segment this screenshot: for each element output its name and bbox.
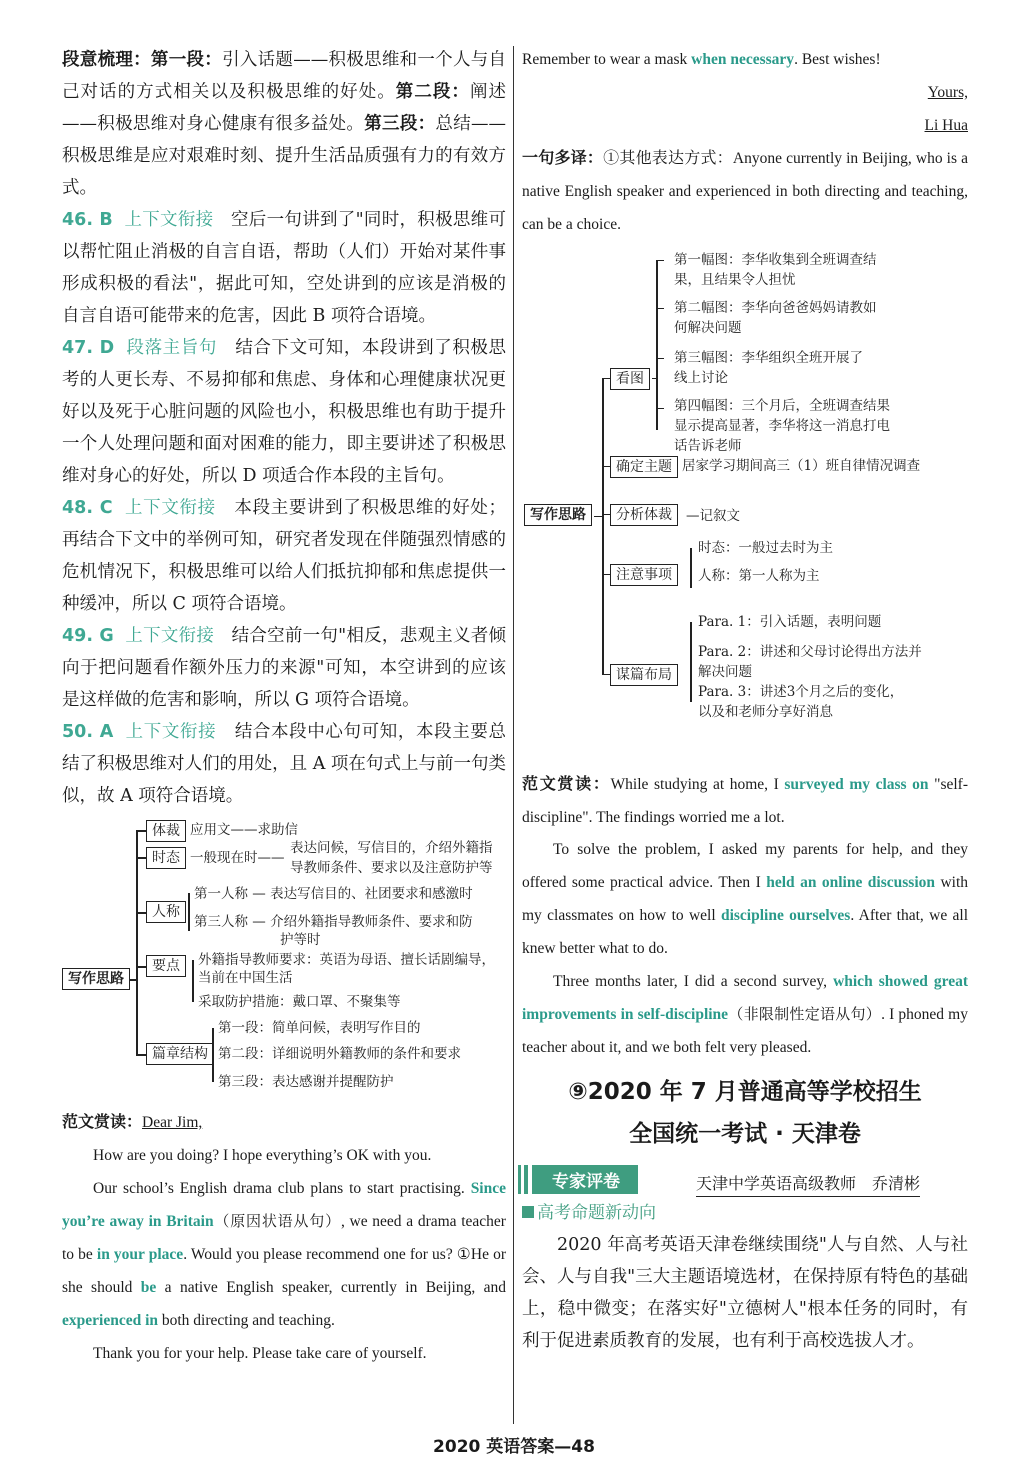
tree-tense: 时态	[146, 847, 186, 869]
answer-48: 48. C 上下文衔接 本段主要讲到了积极思维的好处；再结合下文中的举例可知，研究者发现在伴随强烈情感的危机情况下，积极思维可以给人们抵抗抑郁和焦虑提供一种缓冲，所以 C 项符合语境。	[62, 498, 507, 614]
tree-keypoints-b: 采取防护措施：戴口罩、不聚集等	[198, 994, 401, 1010]
tree-view-pictures: 看图	[610, 368, 650, 390]
letter-para-1: How are you doing? I hope everything’s OK with you.	[93, 1146, 432, 1164]
model-essay-right-p1: 范文赏读：While studying at home, I surveyed my class on "self-discipline". The findings worried me a lot.	[522, 773, 968, 826]
tree-picture-4c: 话告诉老师	[674, 437, 742, 454]
column-divider	[513, 46, 514, 1424]
tree-picture-3b: 线上讨论	[674, 369, 728, 386]
multi-translation: 一句多译：①其他表达方式：Anyone currently in Beijing, who is a native English speaker and experienced in both directing and teaching, can be a choice.	[522, 148, 968, 233]
tree-keypoints: 要点	[146, 955, 186, 977]
page-footer: 2020 英语答案—48	[433, 1437, 595, 1457]
tree-layout-para2: Para. 2：讲述和父母讨论得出方法并	[698, 643, 922, 660]
tree-notes-tense: 时态：一般过去时为主	[698, 539, 833, 556]
tree-layout-para2b: 解决问题	[698, 663, 752, 680]
right-column	[522, 44, 968, 1357]
tree-root-right: 写作思路	[524, 504, 592, 526]
tree-theme: 确定主题	[610, 456, 678, 478]
tree-person-first: 第一人称 — 表达写信目的、社团要求和感激时	[194, 886, 473, 902]
tree-tense-text: 一般现在时——	[190, 850, 285, 866]
tree-structure: 篇章结构	[146, 1043, 214, 1065]
tree-layout: 谋篇布局	[610, 664, 678, 686]
answer-47: 47. D 段落主旨句 结合下文可知，本段讲到了积极思考的人更长寿、不易抑郁和焦虑、身体和心理健康状况更好以及死于心脏问题的风险也小，积极思维也有助于提升一个人处理问题和面对困难的能力，即主要讲述了积极思维对身心的好处，所以 D 项适合作本段的主旨句。	[62, 338, 506, 486]
tree-tense-desc2: 导教师条件、要求以及注意防护等	[290, 860, 493, 876]
answer-50: 50. A 上下文衔接 结合本段中心句可知，本段主要总结了积极思维对人们的用处，且 A 项在句式上与前一句类似，故 A 项符合语境。	[62, 722, 507, 806]
letter-para-2: Our school’s English drama club plans to start practising. Since you’re away in Britain（原因状语从句）, we need a drama teacher to be in your place. Would you please recommend one for us? ①He or she should be a native English speaker, currently in Beijing, and experienced in both directing and teaching.	[62, 1179, 507, 1329]
letter-continuation: Remember to wear a mask when necessary. Best wishes!	[522, 51, 881, 68]
tree-genre-text: 应用文——求助信	[190, 822, 298, 838]
tree-layout-para3: Para. 3：讲述3个月之后的变化，	[698, 683, 904, 700]
tree-picture-1a: 第一幅图：李华收集到全班调查结	[674, 251, 877, 268]
tree-notes-person: 人称：第一人称为主	[698, 567, 820, 584]
letter-closing: Yours,	[927, 83, 968, 101]
model-essay-right-p3: Three months later, I did a second survey, which showed great improvements in self-discipline（非限制性定语从句）. I phoned my teacher about it, and we both felt very pleased.	[522, 972, 969, 1057]
expert-badge: 专家评卷	[532, 1165, 638, 1194]
writing-outline-tree-left	[62, 820, 506, 1106]
letter-signature: Li Hua	[924, 116, 968, 134]
tree-picture-4a: 第四幅图：三个月后，全班调查结果	[674, 397, 890, 414]
tree-person: 人称	[146, 901, 186, 923]
tree-notes: 注意事项	[610, 564, 678, 586]
answer-46: 46. B 上下文衔接 空后一句讲到了"同时，积极思维可以帮忙阻止消极的自言自语，帮助（人们）开始对某件事形成积极的看法"，据此可知，空处讲到的应该是消极的自言自语可能带来的危害，因此 B 项符合语境。	[62, 210, 506, 326]
writing-outline-tree-right	[522, 248, 968, 768]
exam-title-line2: 全国统一考试 · 天津卷	[629, 1120, 861, 1147]
tree-structure-c: 第三段：表达感谢并提醒防护	[218, 1074, 394, 1090]
model-essay-label: 范文赏读：Dear Jim,	[62, 1112, 203, 1131]
letter-para-3: Thank you for your help. Please take care of yourself.	[93, 1344, 427, 1362]
tree-layout-para3b: 以及和老师分享好消息	[698, 703, 833, 720]
tree-picture-4b: 显示提高显著，李华将这一消息打电	[674, 417, 890, 434]
paragraph-summary: 段意梳理：第一段：引入话题——积极思维和一个人与自己对话的方式相关以及积极思维的好处。第二段：阐述——积极思维对身心健康有很多益处。第三段：总结——积极思维是应对艰难时刻、提升生活品质强有力的有效方式。	[62, 50, 507, 198]
exam-title-line1: ⑨2020 年 7 月普通高等学校招生	[568, 1078, 922, 1105]
section-text: 2020 年高考英语天津卷继续围绕"人与自然、人与社会、人与自我"三大主题语境选材，在保持原有特色的基础上，稳中微变；在落实好"立德树人"根本任务的同时，有利于促进素质教育的发展，也有利于高校选拔人才。	[522, 1234, 968, 1351]
tree-tense-desc1: 表达问候，写信目的，介绍外籍指	[290, 840, 493, 856]
tree-keypoints-a2: 当前在中国生活	[198, 970, 293, 986]
tree-root: 写作思路	[62, 968, 130, 990]
tree-structure-a: 第一段：简单问候，表明写作目的	[218, 1020, 421, 1036]
exam-title	[522, 1071, 968, 1155]
tree-genre-right: 分析体裁	[610, 504, 678, 526]
expert-name: 天津中学英语高级教师 乔清彬	[696, 1171, 920, 1197]
left-column	[62, 44, 506, 1370]
model-essay-right-p2: To solve the problem, I asked my parents for help, and they offered some practical advice. Then I held an online discussion with my classmates on how to well discipline ourselves. After that, we all knew better what to do.	[522, 841, 969, 957]
section-heading: 高考命题新动向	[522, 1197, 968, 1229]
tree-structure-b: 第二段：详细说明外籍教师的条件和要求	[218, 1046, 461, 1062]
tree-person-third: 第三人称 — 介绍外籍指导教师条件、要求和防	[194, 914, 473, 930]
tree-genre-right-text: —记叙文	[686, 507, 740, 524]
square-bullet-icon	[522, 1206, 534, 1218]
tree-genre: 体裁	[146, 820, 186, 842]
tree-theme-text: 居家学习期间高三（1）班自律情况调查	[682, 457, 921, 474]
tree-keypoints-a: 外籍指导教师要求：英语为母语、擅长话剧编导，	[198, 952, 495, 968]
tree-picture-1b: 果，且结果令人担忧	[674, 271, 796, 288]
tree-layout-para1: Para. 1：引入话题，表明问题	[698, 613, 882, 630]
answer-49: 49. G 上下文衔接 结合空前一句"相反，悲观主义者倾向于把问题看作额外压力的来源"可知，本空讲到的应该是这样做的危害和影响，所以 G 项符合语境。	[62, 626, 506, 710]
tree-person-third-2: 护等时	[280, 932, 321, 948]
tree-picture-2a: 第二幅图：李华向爸爸妈妈请教如	[674, 299, 877, 316]
expert-review-banner	[522, 1163, 968, 1197]
tree-picture-3a: 第三幅图：李华组织全班开展了	[674, 349, 863, 366]
tree-picture-2b: 何解决问题	[674, 319, 742, 336]
